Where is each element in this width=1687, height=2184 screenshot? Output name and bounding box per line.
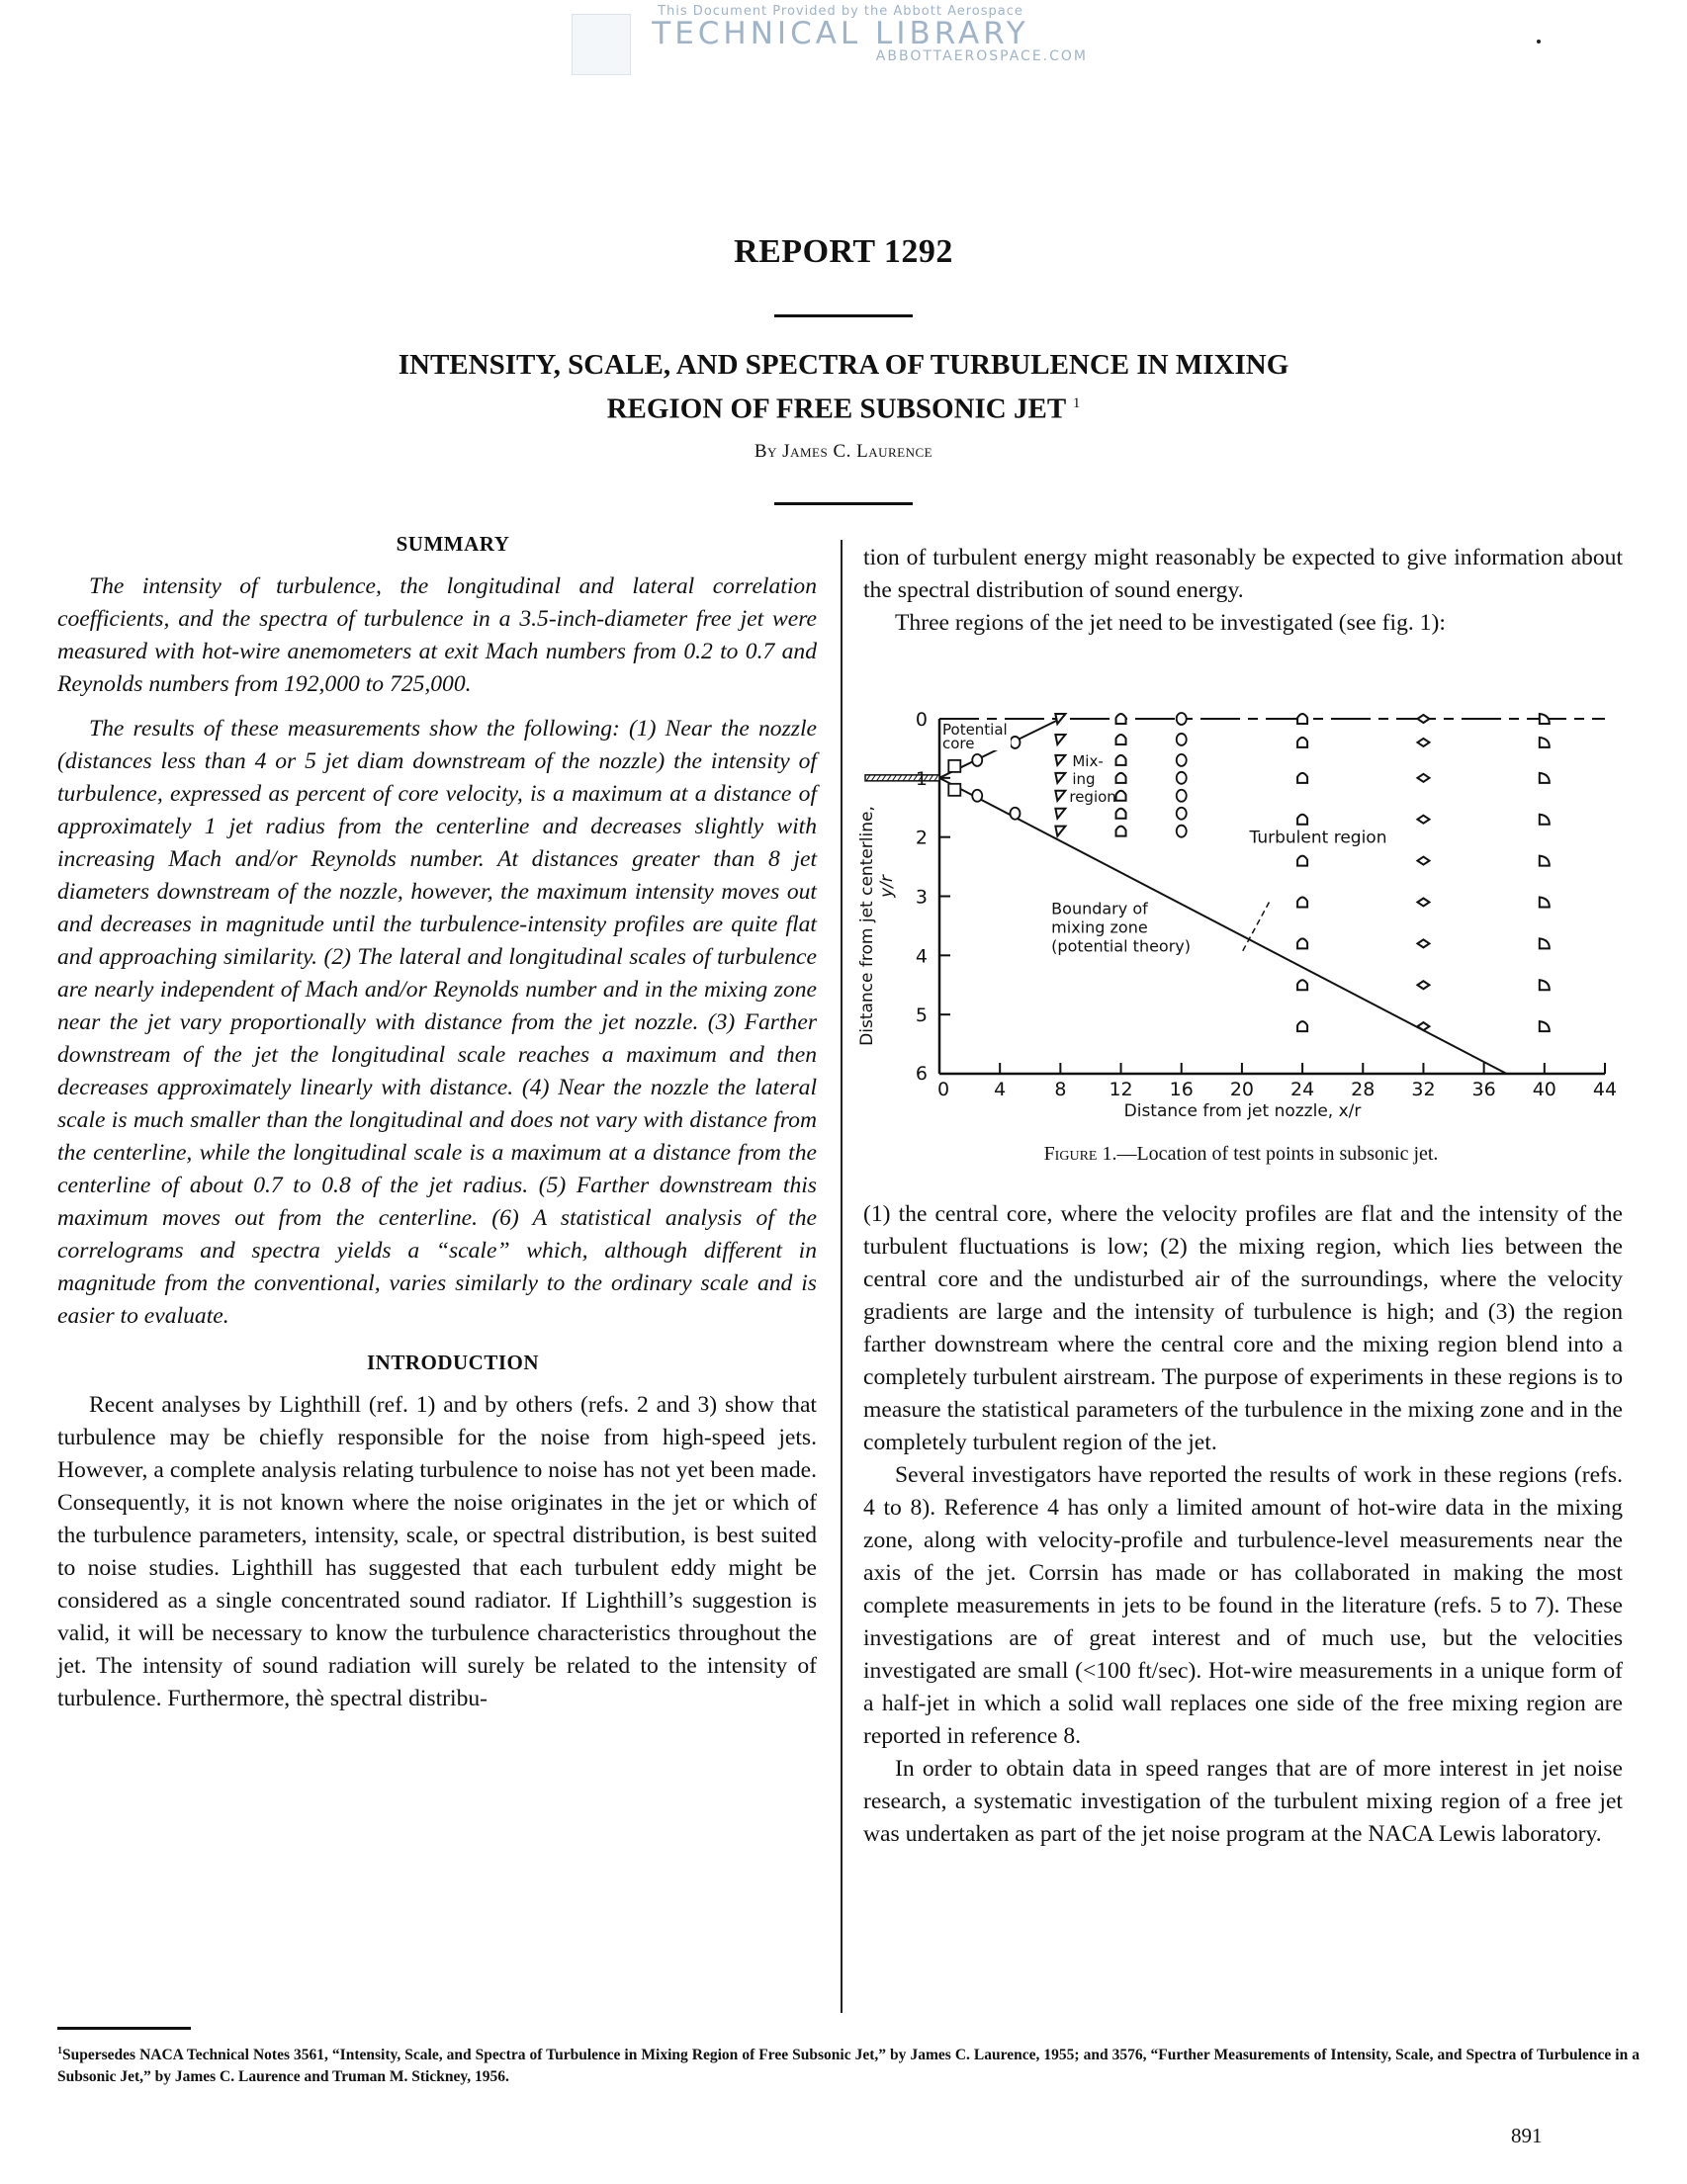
watermark-line3: ABBOTTAEROSPACE.COM <box>875 48 1088 64</box>
label-boundary-1: Boundary of <box>1051 899 1148 918</box>
x-axis-title: Distance from jet nozzle, x/r <box>1123 1101 1362 1121</box>
data-point-arch <box>1297 938 1307 948</box>
title-footnote-mark: 1 <box>1072 395 1081 411</box>
label-mixing-2: ing <box>1072 769 1096 788</box>
x-tick-label: 28 <box>1351 1079 1376 1100</box>
y-tick-label: 5 <box>915 1005 928 1027</box>
paper-title <box>0 346 1687 429</box>
data-point-diamond <box>1417 774 1429 782</box>
data-point-arch <box>1116 714 1126 724</box>
summary-paragraph-2: The results of these measurements show the following: (1) Near the nozzle (distances less than 4 or 5 jet diam downstream of the nozzle) the intensity of turbulence, expressed as percent of core velocity, is a maximum at a distance of approximately 1 jet radius from the centerline and decreases slightly with increasing Mach and/or Reynolds number. At distances greater than 8 jet diameters downstream of the nozzle, however, the maximum intensity moves out and decreases in magnitude until the turbulence-intensity profiles are quite flat and approaching similarity. (2) The lateral and longitudinal scales of turbulence are nearly independent of Mach and/or Reynolds number and in the mixing zone near the jet vary proportionally with distance from the jet nozzle. (3) Farther downstream of the jet the longitudinal scale reaches a maximum and then decreases approximately linearly with distance. (4) Near the nozzle the lateral scale is much smaller than the longitudinal and does not vary with distance from the centerline, while the longitudinal scale is a maximum at a distance from the centerline of about 0.7 to 0.8 of the jet radius. (5) Farther downstream this maximum moves out from the centerline. (6) A statistical analysis of the correlograms and spectra yields a “scale” which, although different in magnitude from the conventional, varies similarly to the ordinary scale and is easier to evaluate. <box>57 716 817 1329</box>
right-paragraph-1: tion of turbulent energy might reasonably be expected to give information about the spectral distribution of sound energy. <box>863 545 1623 603</box>
chart-lines <box>939 719 1605 1074</box>
x-tick-label: 36 <box>1471 1079 1496 1100</box>
data-point-arch <box>1297 897 1307 907</box>
watermark-line2: TECHNICAL LIBRARY <box>652 16 1029 51</box>
y-tick-label: 6 <box>915 1063 928 1085</box>
footnote-rule <box>57 2027 191 2030</box>
data-point-quarter <box>1540 773 1550 783</box>
data-point-circle <box>972 790 982 802</box>
title-line1: INTENSITY, SCALE, AND SPECTRA OF TURBULENCE IN MIXING <box>398 349 1289 381</box>
data-point-circle <box>1177 734 1187 745</box>
y-tick-label: 4 <box>915 945 928 968</box>
data-point-quarter <box>1540 938 1550 948</box>
right-paragraph-2: Three regions of the jet need to be investigated (see fig. 1): <box>895 610 1446 636</box>
x-tick-label: 44 <box>1592 1079 1618 1100</box>
column-divider <box>841 540 843 2013</box>
data-point-circle <box>1177 826 1187 837</box>
right-paragraph-3: (1) the central core, where the velocity profiles are flat and the intensity of the turbulent fluctuations is low; (2) the mixing region, which lies between the central core and the undisturbed air of the surroundings, where the velocity gradients are large and the intensity of turbulence is high; and (3) the region farther downstream where the central core and the mixing region blend into a completely turbulent airstream. The purpose of experiments in these regions is to measure the statistical parameters of the turbulence in the mixing zone and in the completely turbulent region of the jet. <box>863 1201 1623 1455</box>
data-point-arch <box>1116 809 1126 819</box>
figure-caption-label: Figure 1. <box>1043 1143 1117 1165</box>
label-mixing-1: Mix- <box>1072 751 1104 770</box>
label-boundary-3: (potential theory) <box>1051 936 1192 956</box>
x-tick-label: 12 <box>1109 1079 1133 1100</box>
data-point-quarter <box>1540 815 1550 825</box>
data-point-diamond <box>1417 739 1429 746</box>
data-point-quarter <box>1540 856 1550 866</box>
data-point-circle <box>1177 772 1187 784</box>
label-turbulent-region: Turbulent region <box>1249 828 1387 848</box>
data-point-circle <box>972 754 982 766</box>
introduction-heading: INTRODUCTION <box>366 1351 540 1374</box>
data-point-quarter <box>1540 738 1550 747</box>
data-point-arch <box>1116 791 1126 801</box>
watermark <box>564 4 1117 64</box>
y-axis-title-var: y/r <box>877 875 897 898</box>
data-point-circle <box>1177 713 1187 725</box>
chart-labels <box>857 709 1617 1121</box>
nozzle-lip <box>865 775 939 781</box>
data-point-square <box>948 784 960 796</box>
title-rule-top <box>774 314 913 317</box>
data-point-arch <box>1116 773 1126 783</box>
data-point-circle <box>1177 790 1187 802</box>
page-number: 891 <box>1511 2124 1543 2147</box>
y-axis-title: Distance from jet centerline, <box>857 806 877 1046</box>
footnote <box>57 2041 1640 2088</box>
data-point-diamond <box>1417 715 1429 723</box>
y-tick-label: 1 <box>915 767 928 790</box>
x-tick-label: 0 <box>936 1079 950 1100</box>
data-point-quarter <box>1540 1021 1550 1031</box>
data-point-triangle <box>1055 735 1065 744</box>
x-tick-label: 4 <box>994 1079 1007 1100</box>
data-point-triangle <box>1055 791 1065 801</box>
introduction-paragraph-1: Recent analyses by Lighthill (ref. 1) and by others (refs. 2 and 3) show that turbulence may be chiefly responsible for the noise from high-speed jets. However, a complete analysis relating turbulence to noise has not yet been made. Consequently, it is not known where the noise originates in the jet or which of the turbulence parameters, intensity, scale, or spectral distribution, is best suited to noise studies. Lighthill has suggested that each turbulent eddy might be considered as a single concentrated sound radiator. If Lighthill’s suggestion is valid, it will be necessary to know the turbulence characteristics throughout the jet. The intensity of sound radiation will surely be related to the intensity of turbulence. Furthermore, thè spectral distribu- <box>57 1392 817 1711</box>
watermark-line1: This Document Provided by the Abbott Aerospace <box>658 4 1023 19</box>
data-point-arch <box>1116 755 1126 765</box>
figure-caption <box>850 1143 1632 1166</box>
data-point-triangle <box>1055 714 1065 724</box>
right-paragraph-5: In order to obtain data in speed ranges that are of more interest in jet noise research, a systematic investigation of the turbulent mixing region of a free jet was undertaken as part of the jet noise program at the NACA Lewis laboratory. <box>863 1756 1623 1847</box>
data-point-quarter <box>1540 980 1550 990</box>
data-point-circle <box>1010 737 1020 748</box>
data-point-arch <box>1297 980 1307 990</box>
data-point-circle <box>1177 754 1187 766</box>
data-point-diamond <box>1417 816 1429 824</box>
data-point-diamond <box>1417 939 1429 947</box>
x-tick-label: 8 <box>1054 1079 1067 1100</box>
footnote-text: Supersedes NACA Technical Notes 3561, “Intensity, Scale, and Spectra of Turbulence in Mixing Region of Free Subsonic Jet,” by James C. Laurence, 1955; and 3576, “Further Measurements of Intensity, Scale, and Spectra of Turbulence in a Subsonic Jet,” by James C. Laurence and Truman M. Stickney, 1956. <box>57 2047 1640 2086</box>
right-column-bottom <box>863 1198 1623 1851</box>
report-number: REPORT 1292 <box>734 233 953 270</box>
data-point-arch <box>1116 827 1126 836</box>
summary-paragraph-1: The intensity of turbulence, the longitudinal and lateral correlation coefficients, and the spectra of turbulence in a 3.5-inch-diameter free jet were measured with hot-wire anemometers at exit Mach numbers from 0.2 to 0.7 and Reynolds numbers from 192,000 to 725,000. <box>57 573 817 697</box>
data-point-circle <box>1177 808 1187 820</box>
label-potential-core-1: Potential <box>942 721 1008 739</box>
label-potential-core-2: core <box>942 735 975 752</box>
x-tick-label: 40 <box>1532 1079 1556 1100</box>
x-tick-label: 32 <box>1411 1079 1436 1100</box>
data-point-circle <box>1010 808 1020 820</box>
stray-mark <box>1537 40 1541 44</box>
x-tick-label: 20 <box>1229 1079 1255 1100</box>
footnote-mark: 1 <box>57 2046 62 2056</box>
label-mixing-3: region <box>1069 787 1116 806</box>
boundary-leader-line <box>1242 902 1270 952</box>
data-point-triangle <box>1055 755 1065 765</box>
right-paragraph-4: Several investigators have reported the results of work in these regions (refs. 4 to 8). Reference 4 has only a limited amount of hot-wire data in the mixing zone, along with velocity-profile and turbulence-level measurements near the axis of the jet. Corrsin has made or has collaborated in making the most complete measurements in jets to be found in the literature (refs. 5 to 7). These investigations are of great interest and of much use, but the velocities investigated are small (<100 ft/sec). Hot-wire measurements in a unique form of a half-jet in which a solid wall replaces one side of the free mixing region are reported in reference 8. <box>863 1462 1623 1749</box>
title-line2-text: REGION OF FREE SUBSONIC JET <box>606 393 1066 425</box>
right-column-top <box>863 542 1623 640</box>
figure-1-chart <box>850 692 1632 1121</box>
label-boundary-2: mixing zone <box>1051 917 1148 937</box>
y-tick-label: 2 <box>915 827 928 849</box>
data-point-triangle <box>1055 773 1065 783</box>
title-rule-bottom <box>774 502 913 505</box>
data-point-arch <box>1297 815 1307 825</box>
data-point-arch <box>1297 1021 1307 1031</box>
data-point-arch <box>1297 773 1307 783</box>
data-point-triangle <box>1055 809 1065 819</box>
figure-caption-text: —Location of test points in subsonic jet. <box>1116 1143 1439 1165</box>
data-point-diamond <box>1417 981 1429 989</box>
data-point-arch <box>1116 735 1126 744</box>
left-column <box>57 528 817 1715</box>
y-tick-label: 0 <box>915 709 928 731</box>
byline: By James C. Laurence <box>754 441 933 462</box>
data-point-quarter <box>1540 897 1550 907</box>
data-point-arch <box>1297 738 1307 747</box>
data-point-square <box>948 760 960 772</box>
x-tick-label: 24 <box>1289 1079 1315 1100</box>
data-point-quarter <box>1540 714 1550 724</box>
x-tick-label: 16 <box>1169 1079 1194 1100</box>
data-point-arch <box>1297 856 1307 866</box>
data-point-arch <box>1297 714 1307 724</box>
title-line2 <box>0 385 1687 429</box>
summary-heading: SUMMARY <box>396 532 510 556</box>
chart-points <box>948 713 1550 1031</box>
data-point-diamond <box>1417 857 1429 865</box>
chart-axes <box>865 719 1605 1074</box>
data-point-diamond <box>1417 898 1429 906</box>
y-tick-label: 3 <box>915 886 928 909</box>
data-point-triangle <box>1055 827 1065 836</box>
